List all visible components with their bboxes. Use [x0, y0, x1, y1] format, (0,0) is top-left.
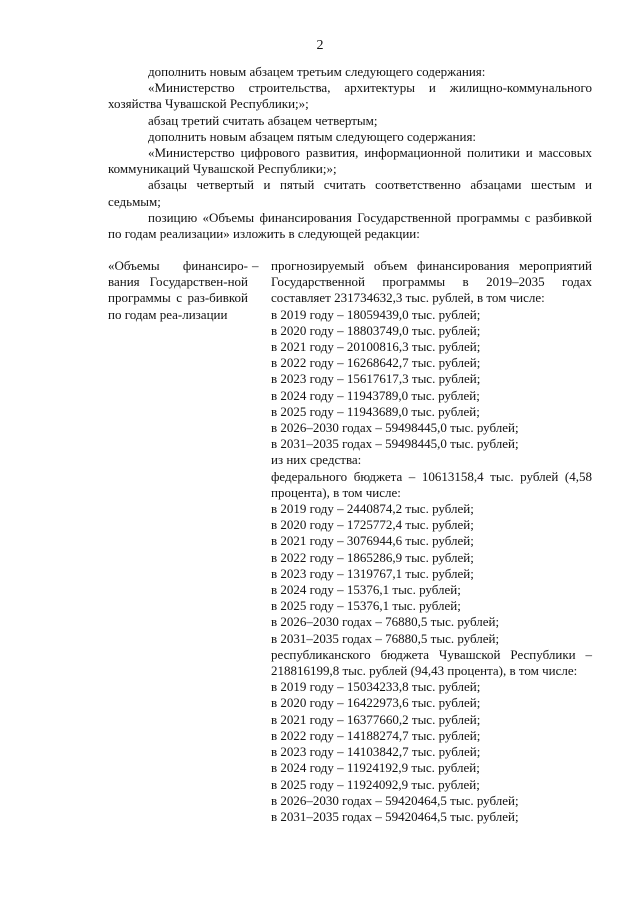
table-line: в 2024 году – 11943789,0 тыс. рублей;	[271, 387, 480, 403]
table-line: федерального бюджета – 10613158,4 тыс. рублей (4,58 процента), в том числе:	[271, 468, 592, 500]
table-line: в 2031–2035 годах – 76880,5 тыс. рублей;	[271, 630, 500, 646]
table-line: в 2021 году – 16377660,2 тыс. рублей;	[271, 711, 481, 727]
page-number: 2	[316, 38, 324, 53]
table-line: в 2023 году – 14103842,7 тыс. рублей;	[271, 744, 481, 760]
table-line: в 2019 году – 2440874,2 тыс. рублей;	[271, 501, 474, 517]
intro-paragraph: дополнить новым абзацем третьим следующего содержания:	[148, 64, 486, 79]
table-line: в 2019 году – 18059439,0 тыс. рублей;	[271, 306, 481, 322]
table-label-cell	[108, 258, 246, 323]
table-line: в 2023 году – 1319767,1 тыс. рублей;	[271, 565, 474, 581]
intro-paragraph: «Министерство строительства, архитектуры и жилищно-коммунального хозяйства Чувашской Республики;»;	[108, 80, 592, 112]
table-line: в 2026–2030 годах – 59498445,0 тыс. рублей;	[271, 420, 519, 436]
intro-paragraph: дополнить новым абзацем пятым следующего содержания:	[148, 128, 477, 144]
table-line: республиканского бюджета Чувашской Республики – 218816199,8 тыс. рублей (94,43 процента), в том числе:	[271, 646, 592, 679]
intro-text	[108, 64, 592, 242]
table-line: в 2022 году – 1865286,9 тыс. рублей;	[271, 549, 474, 565]
table-value-cell	[271, 258, 592, 825]
table-line: в 2026–2030 годах – 76880,5 тыс. рублей;	[271, 614, 500, 630]
table-dash: –	[252, 258, 259, 273]
table-line: в 2031–2035 годах – 59420464,5 тыс. рублей;	[271, 808, 519, 824]
intro-paragraph: позицию «Объемы финансирования Государственной программы с разбивкой по годам реализации» изложить в следующей редакции:	[108, 209, 592, 242]
table-line: в 2020 году – 18803749,0 тыс. рублей;	[271, 322, 481, 338]
table-line: в 2031–2035 годах – 59498445,0 тыс. рублей;	[271, 436, 519, 452]
table-line: в 2025 году – 11943689,0 тыс. рублей;	[271, 403, 480, 419]
table-line: в 2025 году – 11924092,9 тыс. рублей;	[271, 776, 480, 792]
table-line: в 2022 году – 16268642,7 тыс. рублей;	[271, 355, 481, 371]
table-line: в 2023 году – 15617617,3 тыс. рублей;	[271, 371, 481, 387]
intro-paragraph: «Министерство цифрового развития, информационной политики и массовых коммуникаций Чувашской Республики;»;	[108, 145, 592, 177]
table-line: в 2024 году – 11924192,9 тыс. рублей;	[271, 760, 480, 776]
table-line: в 2020 году – 1725772,4 тыс. рублей;	[271, 517, 474, 533]
table-line: в 2025 году – 15376,1 тыс. рублей;	[271, 598, 461, 614]
table-line: в 2021 году – 20100816,3 тыс. рублей;	[271, 339, 481, 355]
table-line: прогнозируемый объем финансирования мероприятий Государственной программы в 2019–2035 годах составляет 231734632,3 тыс. рублей, в том числе:	[271, 258, 592, 306]
intro-paragraph: абзацы четвертый и пятый считать соответственно абзацами шестым и седьмым;	[108, 177, 592, 209]
intro-paragraph: абзац третий считать абзацем четвертым;	[148, 112, 378, 128]
table-line: в 2019 году – 15034233,8 тыс. рублей;	[271, 679, 481, 695]
table-line: в 2022 году – 14188274,7 тыс. рублей;	[271, 727, 481, 743]
table-line: в 2020 году – 16422973,6 тыс. рублей;	[271, 695, 481, 711]
table-line: из них средства:	[271, 452, 362, 468]
table-line: в 2024 году – 15376,1 тыс. рублей;	[271, 582, 461, 598]
table-label: «Объемы финансиро-вания Государствен-ной программы с раз-бивкой по годам реа-лизации	[108, 258, 248, 322]
table-line: в 2021 году – 3076944,6 тыс. рублей;	[271, 533, 474, 549]
table-line: в 2026–2030 годах – 59420464,5 тыс. рублей;	[271, 792, 519, 808]
